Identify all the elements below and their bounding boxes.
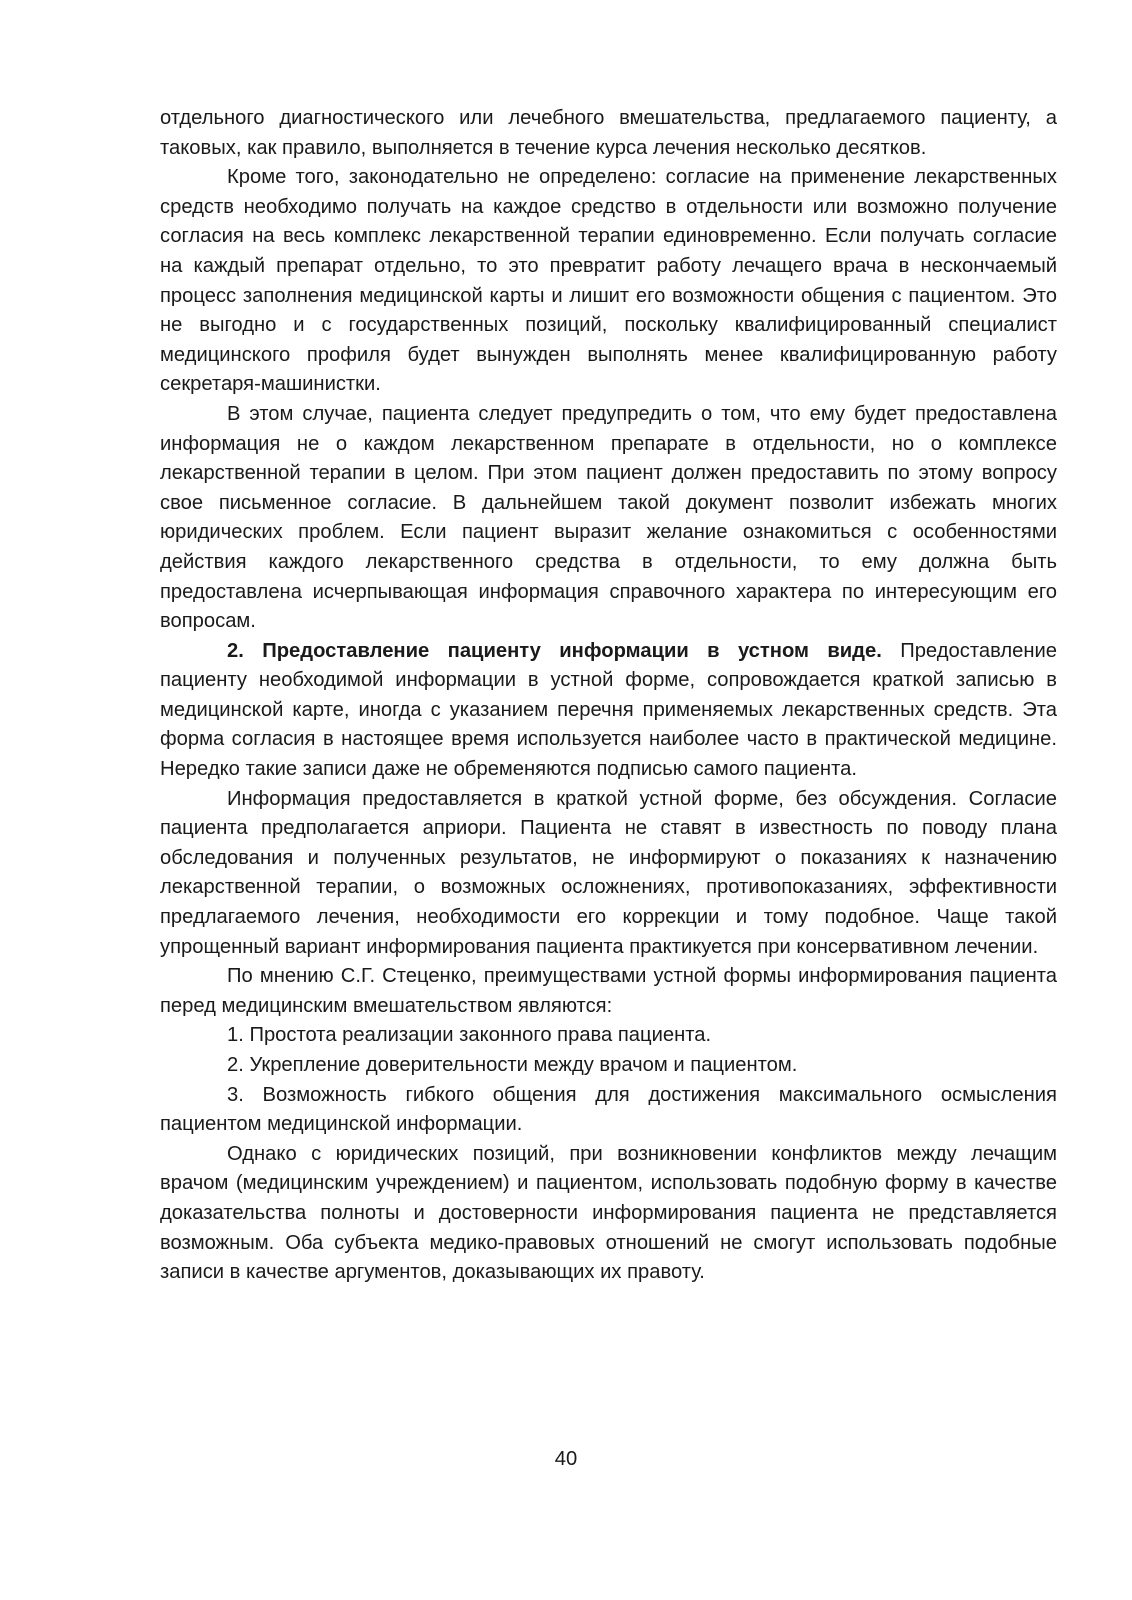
page-number: 40 (554, 1448, 578, 1470)
paragraph-section-2 (160, 637, 1057, 785)
list-item-3: 3. Возможность гибкого общения для достижения максимального осмысления пациентом медицинской информации. (160, 1083, 1057, 1136)
paragraph-legislation: Кроме того, законодательно не определено: согласие на применение лекарственных средств необходимо получать на каждое средство в отдельности или возможно получение согласия на весь комплекс лекарственной терапии единовременно. Если получать согласие на каждый препарат отдельно, то это превратит работу лечащего врача в нескончаемый процесс заполнения медицинской карты и лишит его возможности общения с пациентом. Это не выгодно и с государственных позиций, поскольку квалифицированный специалист медицинского профиля будет вынужден выполнять менее квалифицированную работу секретаря-машинистки. (160, 166, 1057, 396)
paragraph-closing: Однако с юридических позиций, при возникновении конфликтов между лечащим врачом (медицинским учреждением) и пациентом, использовать подобную форму в качестве доказательства полноты и достоверности информирования пациента не представляется возможным. Оба субъекта медико-правовых отношений не смогут использовать подобные записи в качестве аргументов, доказывающих их правоту. (160, 1142, 1057, 1284)
paragraph-warning: В этом случае, пациента следует предупредить о том, что ему будет предоставлена информация не о каждом лекарственном препарате в отдельности, но о комплексе лекарственной терапии в целом. При этом пациент должен предоставить по этому вопросу свое письменное согласие. В дальнейшем такой документ позволит избежать многих юридических проблем. Если пациент выразит желание ознакомиться с особенностями действия каждого лекарственного средства в отдельности, то ему должна быть предоставлена исчерпывающая информация справочного характера по интересующим его вопросам. (160, 402, 1057, 633)
paragraph-continuation: отдельного диагностического или лечебного вмешательства, предлагаемого пациенту, а таковых, как правило, выполняется в течение курса лечения несколько десятков. (160, 107, 1057, 159)
paragraph-advantages-intro: По мнению С.Г. Стеценко, преимуществами устной формы информирования пациента перед медицинским вмешательством являются: (160, 965, 1057, 1017)
section-2-heading: 2. Предоставление пациенту информации в устном виде. (227, 639, 882, 662)
section-2-text: Предоставление пациенту необходимой информации в устной форме, сопровождается краткой записью в медицинской карте, иногда с указанием перечня применяемых лекарственных средств. Эта форма согласия в настоящее время используется наиболее часто в практической медицине. Нередко такие записи даже не обременяются подписью самого пациента. (160, 639, 1057, 781)
list-item-2: 2. Укрепление доверительности между врачом и пациентом. (227, 1054, 798, 1076)
list-item-1: 1. Простота реализации законного права пациента. (227, 1024, 712, 1047)
page-body (160, 104, 1057, 1288)
paragraph-oral-info: Информация предоставляется в краткой устной форме, без обсуждения. Согласие пациента предполагается априори. Пациента не ставят в известность по поводу плана обследования и полученных результатов, не информируют о показаниях к назначению лекарственной терапии, о возможных осложнениях, противопоказаниях, эффективности предлагаемого лечения, необходимости его коррекции и тому подобное. Чаще такой упрощенный вариант информирования пациента практикуется при консервативном лечении. (160, 787, 1057, 958)
